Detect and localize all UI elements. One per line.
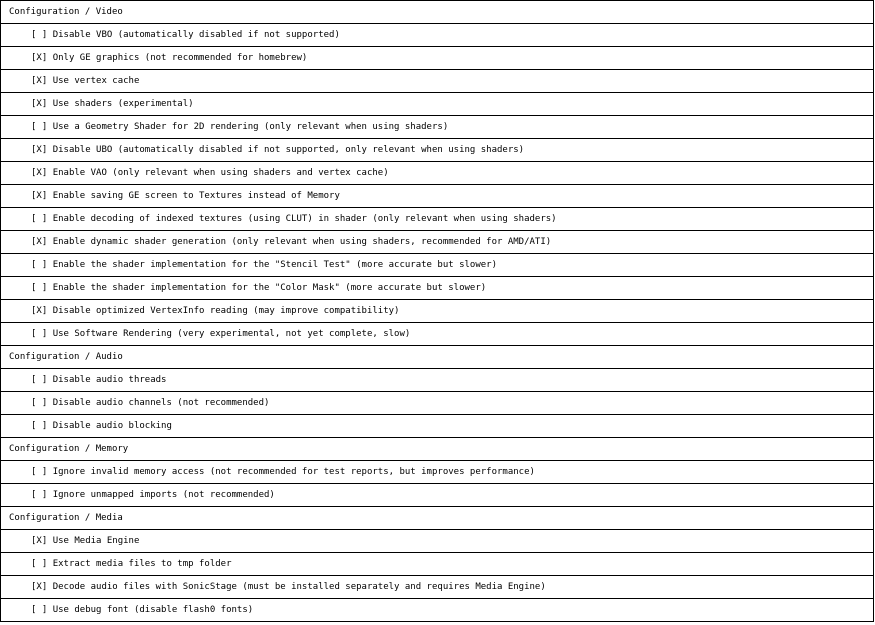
checkbox-unchecked[interactable]: [ ] [31,467,48,477]
option-label: Enable VAO (only relevant when using shaders and vertex cache) [52,168,389,178]
option-label: Decode audio files with SonicStage (must be installed separately and requires Media Engine) [52,582,546,592]
checkbox-unchecked[interactable]: [ ] [31,260,48,270]
checkbox-checked[interactable]: [X] [31,168,48,178]
checkbox-checked[interactable]: [X] [31,582,48,592]
option-row[interactable] [1,93,874,116]
checkbox-unchecked[interactable]: [ ] [31,559,48,569]
option-row[interactable] [1,599,874,622]
option-row[interactable] [1,231,874,254]
option-label: Enable the shader implementation for the "Color Mask" (more accurate but slower) [52,283,487,293]
option-row[interactable] [1,70,874,93]
option-label: Enable decoding of indexed textures (using CLUT) in shader (only relevant when using shaders) [52,214,557,224]
option-label: Use a Geometry Shader for 2D rendering (only relevant when using shaders) [52,122,449,132]
option-label: Disable audio channels (not recommended) [52,398,270,408]
option-row[interactable] [1,576,874,599]
checkbox-unchecked[interactable]: [ ] [31,283,48,293]
checkbox-unchecked[interactable]: [ ] [31,398,48,408]
option-row[interactable] [1,484,874,507]
checkbox-checked[interactable]: [X] [31,99,48,109]
checkbox-checked[interactable]: [X] [31,237,48,247]
checkbox-checked[interactable]: [X] [31,536,48,546]
checkbox-unchecked[interactable]: [ ] [31,329,48,339]
option-row[interactable] [1,530,874,553]
section-header: Configuration / Audio [1,346,874,369]
option-label: Disable optimized VertexInfo reading (may improve compatibility) [52,306,400,316]
option-row[interactable] [1,323,874,346]
option-row[interactable] [1,461,874,484]
option-row[interactable] [1,208,874,231]
option-label: Enable dynamic shader generation (only relevant when using shaders, recommended for AMD/ATI) [52,237,552,247]
option-label: Extract media files to tmp folder [52,559,232,569]
checkbox-unchecked[interactable]: [ ] [31,421,48,431]
option-row[interactable] [1,415,874,438]
checkbox-unchecked[interactable]: [ ] [31,375,48,385]
section-header: Configuration / Memory [1,438,874,461]
option-row[interactable] [1,47,874,70]
option-label: Use vertex cache [52,76,140,86]
option-label: Ignore invalid memory access (not recommended for test reports, but improves performance) [52,467,535,477]
option-row[interactable] [1,553,874,576]
option-row[interactable] [1,369,874,392]
section-header: Configuration / Media [1,507,874,530]
option-row[interactable] [1,254,874,277]
option-row[interactable] [1,300,874,323]
option-label: Only GE graphics (not recommended for homebrew) [52,53,308,63]
option-row[interactable] [1,185,874,208]
checkbox-checked[interactable]: [X] [31,191,48,201]
option-label: Disable audio threads [52,375,167,385]
option-row[interactable] [1,277,874,300]
checkbox-checked[interactable]: [X] [31,145,48,155]
checkbox-unchecked[interactable]: [ ] [31,122,48,132]
checkbox-unchecked[interactable]: [ ] [31,30,48,40]
option-row[interactable] [1,24,874,47]
checkbox-checked[interactable]: [X] [31,76,48,86]
option-label: Use shaders (experimental) [52,99,194,109]
checkbox-unchecked[interactable]: [ ] [31,214,48,224]
section-header: Configuration / Video [1,1,874,24]
option-label: Use Software Rendering (very experimental, not yet complete, slow) [52,329,411,339]
option-label: Use debug font (disable flash0 fonts) [52,605,254,615]
option-label: Disable audio blocking [52,421,172,431]
checkbox-unchecked[interactable]: [ ] [31,490,48,500]
option-label: Enable saving GE screen to Textures instead of Memory [52,191,340,201]
option-row[interactable] [1,116,874,139]
option-label: Enable the shader implementation for the "Stencil Test" (more accurate but slower) [52,260,498,270]
option-label: Use Media Engine [52,536,140,546]
checkbox-checked[interactable]: [X] [31,306,48,316]
checkbox-checked[interactable]: [X] [31,53,48,63]
option-row[interactable] [1,162,874,185]
option-row[interactable] [1,392,874,415]
option-label: Disable VBO (automatically disabled if not supported) [52,30,340,40]
option-label: Disable UBO (automatically disabled if not supported, only relevant when using shaders) [52,145,525,155]
checkbox-unchecked[interactable]: [ ] [31,605,48,615]
option-row[interactable] [1,139,874,162]
option-label: Ignore unmapped imports (not recommended) [52,490,275,500]
